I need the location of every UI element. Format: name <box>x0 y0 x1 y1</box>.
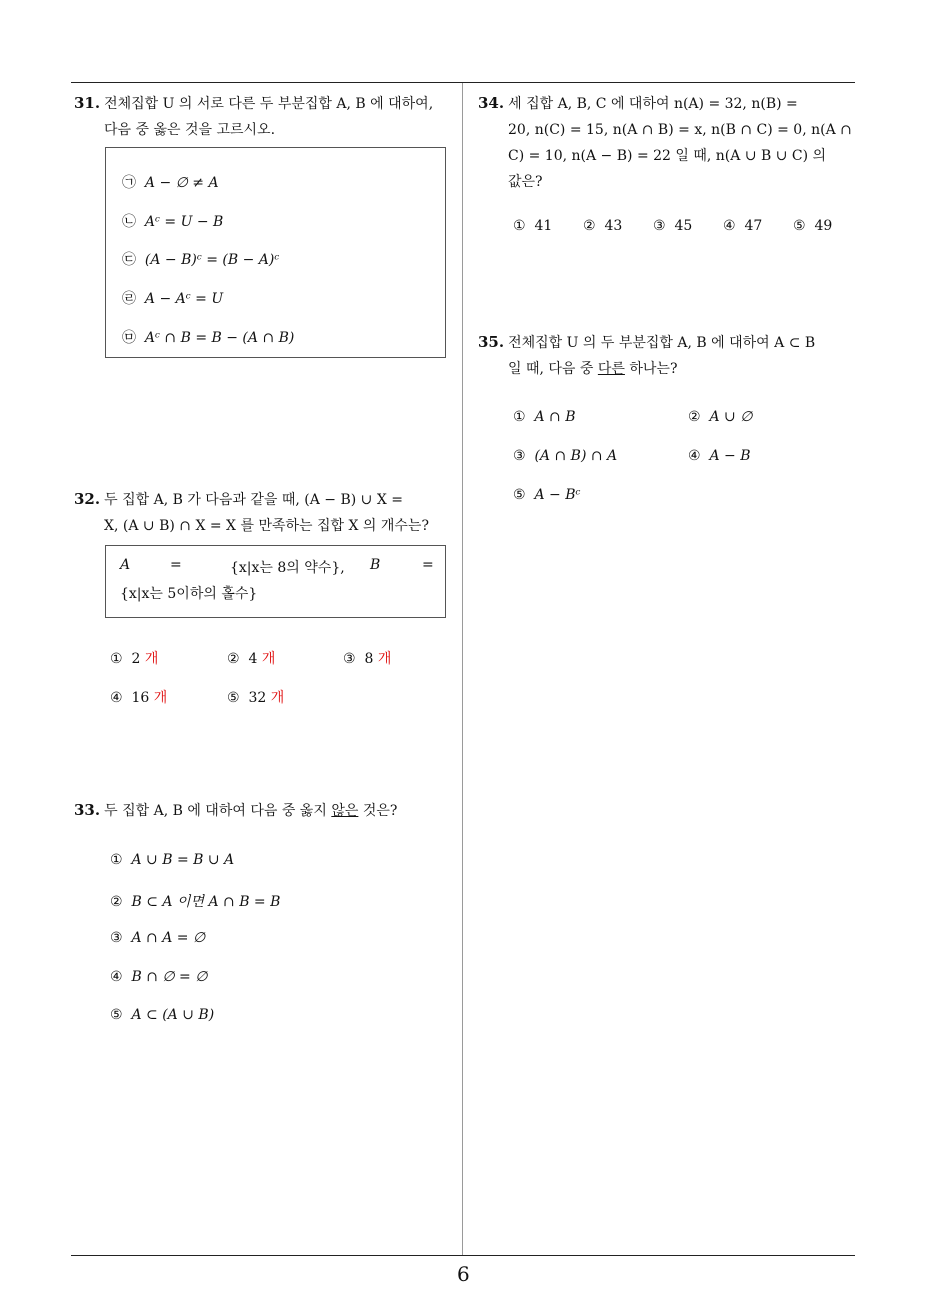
question-34-number: 34. <box>478 94 505 112</box>
choice-5: ⑤ A − Bᶜ <box>513 487 581 503</box>
question-34-line1: 34. 세 집합 A, B, C 에 대하여 n(A) = 32, n(B) = <box>478 94 798 112</box>
question-31-number: 31. <box>74 94 101 112</box>
set-a-equals: = <box>170 557 182 573</box>
page-number: 6 <box>457 1262 470 1286</box>
statement-item: ㉣ A − Aᶜ = U <box>122 291 224 307</box>
question-34-line2: 20, n(C) = 15, n(A ∩ B) = x, n(B ∩ C) = 0, n(A ∩ <box>508 122 852 138</box>
set-b-label: B <box>370 557 381 573</box>
bottom-rule <box>71 1255 855 1256</box>
question-32-number: 32. <box>74 490 101 508</box>
question-33-line1: 33. 두 집합 A, B 에 대하여 다음 중 옳지 않은 것은? <box>74 801 398 819</box>
choice-4: ④ 47 <box>723 218 763 234</box>
question-32-line1: 32. 두 집합 A, B 가 다음과 같을 때, (A − B) ∪ X = <box>74 490 403 508</box>
question-33-number: 33. <box>74 801 101 819</box>
choice-1: ① A ∪ B = B ∪ A <box>110 852 235 868</box>
choice-5: ⑤ A ⊂ (A ∪ B) <box>110 1007 215 1023</box>
question-35-line1: 35. 전체집합 U 의 두 부분집합 A, B 에 대하여 A ⊂ B <box>478 333 816 351</box>
underlined-word: 않은 <box>331 803 359 819</box>
choice-3: ③ 8 개 <box>343 651 392 667</box>
statement-item: ㉡ Aᶜ = U − B <box>122 214 224 230</box>
question-34-line3: C) = 10, n(A − B) = 22 일 때, n(A ∪ B ∪ C) 의 <box>508 148 827 164</box>
set-a-label: A <box>120 557 131 573</box>
choice-1: ① A ∩ B <box>513 409 576 425</box>
choice-2: ② B ⊂ A 이면 A ∩ B = B <box>110 894 281 910</box>
choice-3: ③ (A ∩ B) ∩ A <box>513 448 618 464</box>
top-rule <box>71 82 855 83</box>
question-32-set-box <box>105 545 446 618</box>
question-33 <box>74 797 459 824</box>
question-34 <box>478 90 860 195</box>
choice-2: ② 4 개 <box>227 651 276 667</box>
choice-1: ① 2 개 <box>110 651 159 667</box>
question-35 <box>478 329 860 382</box>
question-32 <box>74 486 459 539</box>
set-b-equals: = <box>422 557 434 573</box>
question-31-line2: 다음 중 옳은 것을 고르시오. <box>104 122 276 138</box>
question-31-statement-box <box>105 147 446 358</box>
question-31-line1: 31. 전체집합 U 의 서로 다른 두 부분집합 A, B 에 대하여, <box>74 94 434 112</box>
statement-item: ㉠ A − ∅ ≠ A <box>122 175 219 191</box>
question-32-line2: X, (A ∪ B) ∩ X = X 를 만족하는 집합 X 의 개수는? <box>104 518 429 534</box>
statement-item: ㉢ (A − B)ᶜ = (B − A)ᶜ <box>122 252 280 268</box>
underlined-word: 다른 <box>597 361 625 377</box>
choice-2: ② A ∪ ∅ <box>688 409 753 425</box>
question-31 <box>74 90 459 143</box>
choice-3: ③ 45 <box>653 218 693 234</box>
choice-5: ⑤ 32 개 <box>227 690 285 706</box>
choice-4: ④ 16 개 <box>110 690 168 706</box>
choice-5: ⑤ 49 <box>793 218 833 234</box>
choice-2: ② 43 <box>583 218 623 234</box>
statement-item: ㉤ Aᶜ ∩ B = B − (A ∩ B) <box>122 330 295 346</box>
choice-1: ① 41 <box>513 218 553 234</box>
column-divider <box>462 83 463 1255</box>
question-35-number: 35. <box>478 333 505 351</box>
choice-3: ③ A ∩ A = ∅ <box>110 930 206 946</box>
question-35-line2: 일 때, 다음 중 다른 하나는? <box>508 361 678 377</box>
set-a-definition: {x|x는 8의 약수}, <box>230 560 345 576</box>
set-b-definition: {x|x는 5이하의 홀수} <box>120 586 258 602</box>
choice-4: ④ B ∩ ∅ = ∅ <box>110 969 208 985</box>
question-34-line4: 값은? <box>508 174 543 190</box>
choice-4: ④ A − B <box>688 448 751 464</box>
